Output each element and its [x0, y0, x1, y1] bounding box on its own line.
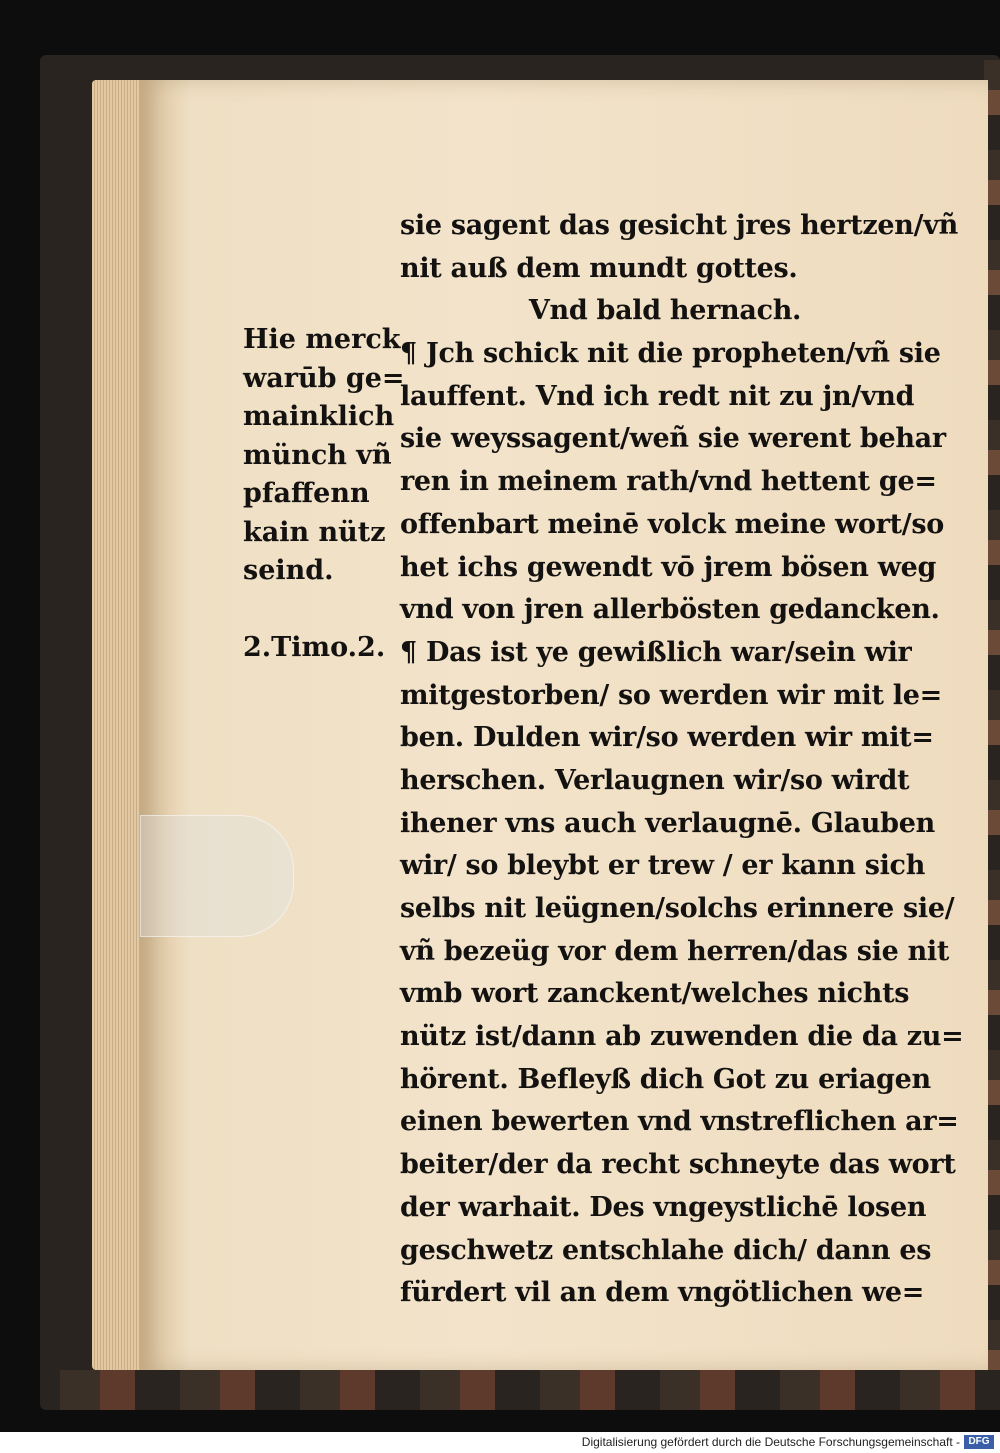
text-line: herschen. Verlaugnen wir/so wirdt — [400, 764, 910, 796]
margin-note-line: münch vñ — [243, 439, 392, 471]
text-line: ben. Dulden wir/so werden wir mit= — [400, 722, 934, 754]
text-line: fürdert vil an dem vngötlichen we= — [400, 1277, 925, 1309]
margin-note-line: kain nütz — [243, 516, 386, 548]
text-line: der warhait. Des vngeystlichē losen — [400, 1191, 927, 1223]
text-line: het ichs gewendt vō jrem bösen weg — [400, 551, 937, 583]
text-line: wir/ so bleybt er trew / er kann sich — [400, 850, 926, 882]
text-line: vmb wort zanckent/welches nichts — [400, 978, 910, 1010]
text-line: einen bewerten vnd vnstreflichen ar= — [400, 1106, 959, 1138]
margin-note-line: seind. — [243, 555, 334, 586]
text-line: ¶ Das ist ye gewißlich war/sein wir — [400, 636, 912, 668]
cover-edge-bottom — [60, 1370, 1000, 1410]
text-line: lauffent. Vnd ich redt nit zu jn/vnd — [400, 380, 915, 412]
footer-bar — [0, 1432, 1000, 1453]
text-line: nütz ist/dann ab zuwenden die da zu= — [400, 1021, 964, 1053]
text-line: vñ bezeüg vor dem herren/das sie nit — [400, 935, 950, 967]
dfg-logo-icon: DFG — [964, 1435, 994, 1449]
margin-note-line: mainklich — [243, 401, 395, 432]
margin-note-line: warūb ge= — [243, 362, 405, 394]
text-line: ¶ Jch schick nit die propheten/vñ sie — [400, 338, 941, 370]
margin-reference: 2.Timo.2. — [243, 632, 386, 663]
text-line: nit auß dem mundt gottes. — [400, 252, 798, 284]
text-line: geschwetz entschlahe dich/ dann es — [400, 1234, 932, 1266]
text-line: hörent. Befleyß dich Got zu eriagen — [400, 1063, 931, 1095]
text-line: sie sagent das gesicht jres hertzen/vñ — [400, 210, 958, 241]
text-line: beiter/der da recht schneyte das wort — [400, 1149, 956, 1181]
text-line: selbs nit leügnen/solchs erinnere sie/ — [400, 893, 955, 924]
footer-credit: Digitalisierung gefördert durch die Deutsche Forschungsgemeinschaft - — [581, 1435, 960, 1449]
main-text-block — [400, 205, 964, 1315]
text-line: Vnd bald hernach. — [528, 295, 802, 327]
margin-note — [243, 321, 403, 591]
page-clip — [140, 815, 294, 937]
text-line: ren in meinem rath/vnd hettent ge= — [400, 466, 937, 498]
text-line: offenbart meinē volck meine wort/so — [400, 508, 944, 540]
margin-note-line: pfaffenn — [243, 478, 370, 509]
text-line: sie weyssagent/weñ sie werent behar — [400, 423, 946, 455]
margin-note-line: Hie merck — [243, 324, 401, 355]
text-line: ihener vns auch verlaugnē. Glauben — [400, 807, 935, 839]
text-line: vnd von jren allerbösten gedancken. — [400, 594, 940, 626]
text-line: mitgestorben/ so werden wir mit le= — [400, 679, 942, 711]
